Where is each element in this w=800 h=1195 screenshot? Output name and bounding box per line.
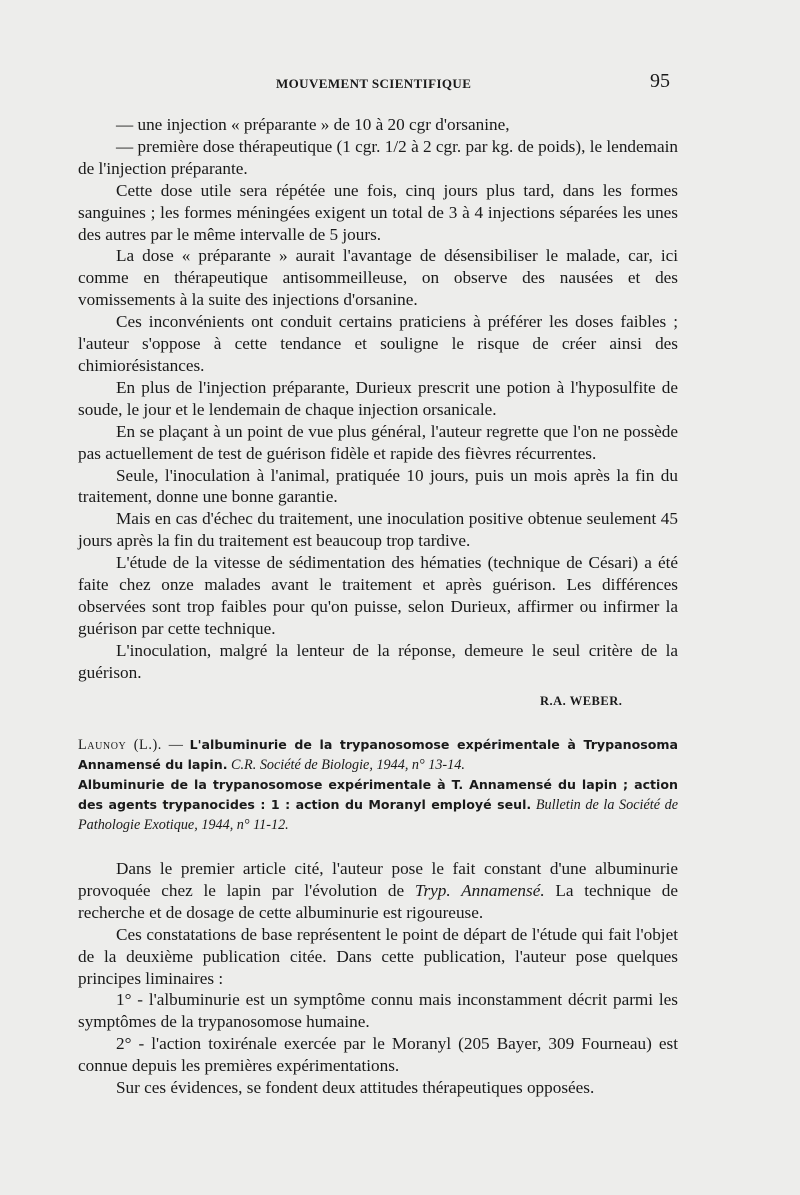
paragraph: Seule, l'inoculation à l'animal, pratiquée 10 jours, puis un mois après la fin du traitement, donne une bonne garantie. [78,465,678,507]
section-albuminuria [78,858,678,1099]
paragraph: Ces inconvénients ont conduit certains praticiens à préférer les doses faibles ; l'auteur s'oppose à cette tendance et souligne le risque de créer ainsi des chimiorésistances. [78,312,678,375]
running-title: MOUVEMENT SCIENTIFIQUE [276,76,472,91]
paragraph [78,858,678,924]
reference-title-2: Albuminurie de la trypanosomose expérimentale à T. Annamensé du lapin ; action des agents trypanocides : 1 : action du Moranyl employé seul. [78,777,678,812]
reference-author: Launoy (L.). [78,737,162,753]
paragraph: Cette dose utile sera répétée une fois, cinq jours plus tard, dans les formes sanguines ; les formes méningées exigent un total de 3 à 4 injections séparées les unes des autres par le même intervalle de 5 jours. [78,180,678,244]
paragraph: Mais en cas d'échec du traitement, une inoculation positive obtenue seulement 45 jours après la fin du traitement est beaucoup trop tardive. [78,509,678,551]
reference-entry-1 [78,735,678,775]
paragraph-text: Dans le premier article cité, l'auteur pose le fait constant d'une albuminurie provoquée chez le lapin par l'évolution de [78,859,678,900]
bibliographic-reference [78,735,678,835]
paragraph-text: La technique de recherche et de dosage de cette albuminurie est rigoureuse. [78,880,678,922]
reference-journal-1: C.R. Société de Biologie, [231,757,373,773]
paragraph: 1° - l'albuminurie est un symptôme connu mais inconstamment décrit parmi les symptômes de la trypanosomose humaine. [78,990,678,1032]
paragraph: L'inoculation, malgré la lenteur de la réponse, demeure le seul critère de la guérison. [78,640,678,682]
reference-title-1: L'albuminurie de la trypanosomose expérimentale à Trypanosoma Annamensé du lapin. [78,737,679,772]
paragraph: La dose « préparante » aurait l'avantage de désensibiliser le malade, car, ici comme en thérapeutique antisommeilleuse, on observe des nausées et des vomissements à la suite des injections d'orsanine. [78,246,678,310]
paragraph: — première dose thérapeutique (1 cgr. 1/2 à 2 cgr. par kg. de poids), le lendemain de l'injection préparante. [78,136,678,178]
reference-entry-2 [78,775,678,835]
reference-details-2: 1944, n° 11-12. [201,817,289,833]
reference-dash: — [161,737,190,753]
page-number: 95 [650,70,670,92]
paragraph: En se plaçant à un point de vue plus général, l'auteur regrette que l'on ne possède pas actuellement de test de guérison fidèle et rapide des fièvres récurrentes. [78,421,678,463]
paragraph: Ces constatations de base représentent le point de départ de l'étude qui fait l'objet de la deuxième publication citée. Dans cette publication, l'auteur pose quelques principes liminaires : [78,924,678,988]
paragraph: L'étude de la vitesse de sédimentation des hématies (technique de Césari) a été faite chez onze malades avant le traitement et après guérison. Les différences observées sont trop faibles pour qu'on puisse, selon Durieux, affirmer ou infirmer la guérison par cette technique. [78,553,678,638]
paragraph: 2° - l'action toxirénale exercée par le Moranyl (205 Bayer, 309 Fourneau) est connue depuis les premières expérimentations. [78,1034,678,1076]
paragraph: Sur ces évidences, se fondent deux attitudes thérapeutiques opposées. [116,1078,595,1098]
paragraph: En plus de l'injection préparante, Durieux prescrit une potion à l'hyposulfite de soude, le jour et le lendemain de chaque injection orsanicale. [78,377,678,419]
reference-details-1: 1944, n° 13-14. [376,757,465,773]
species-name: Tryp. Annamensé. [414,880,545,900]
paragraph: — une injection « préparante » de 10 à 20 cgr d'orsanine, [116,115,510,134]
section-orsanine-treatment [78,114,678,684]
page-header [0,70,800,98]
reference-journal-2: Bulletin de la Société de Pathologie Exotique, [78,797,679,833]
author-signature: R.A. WEBER. [540,694,623,708]
